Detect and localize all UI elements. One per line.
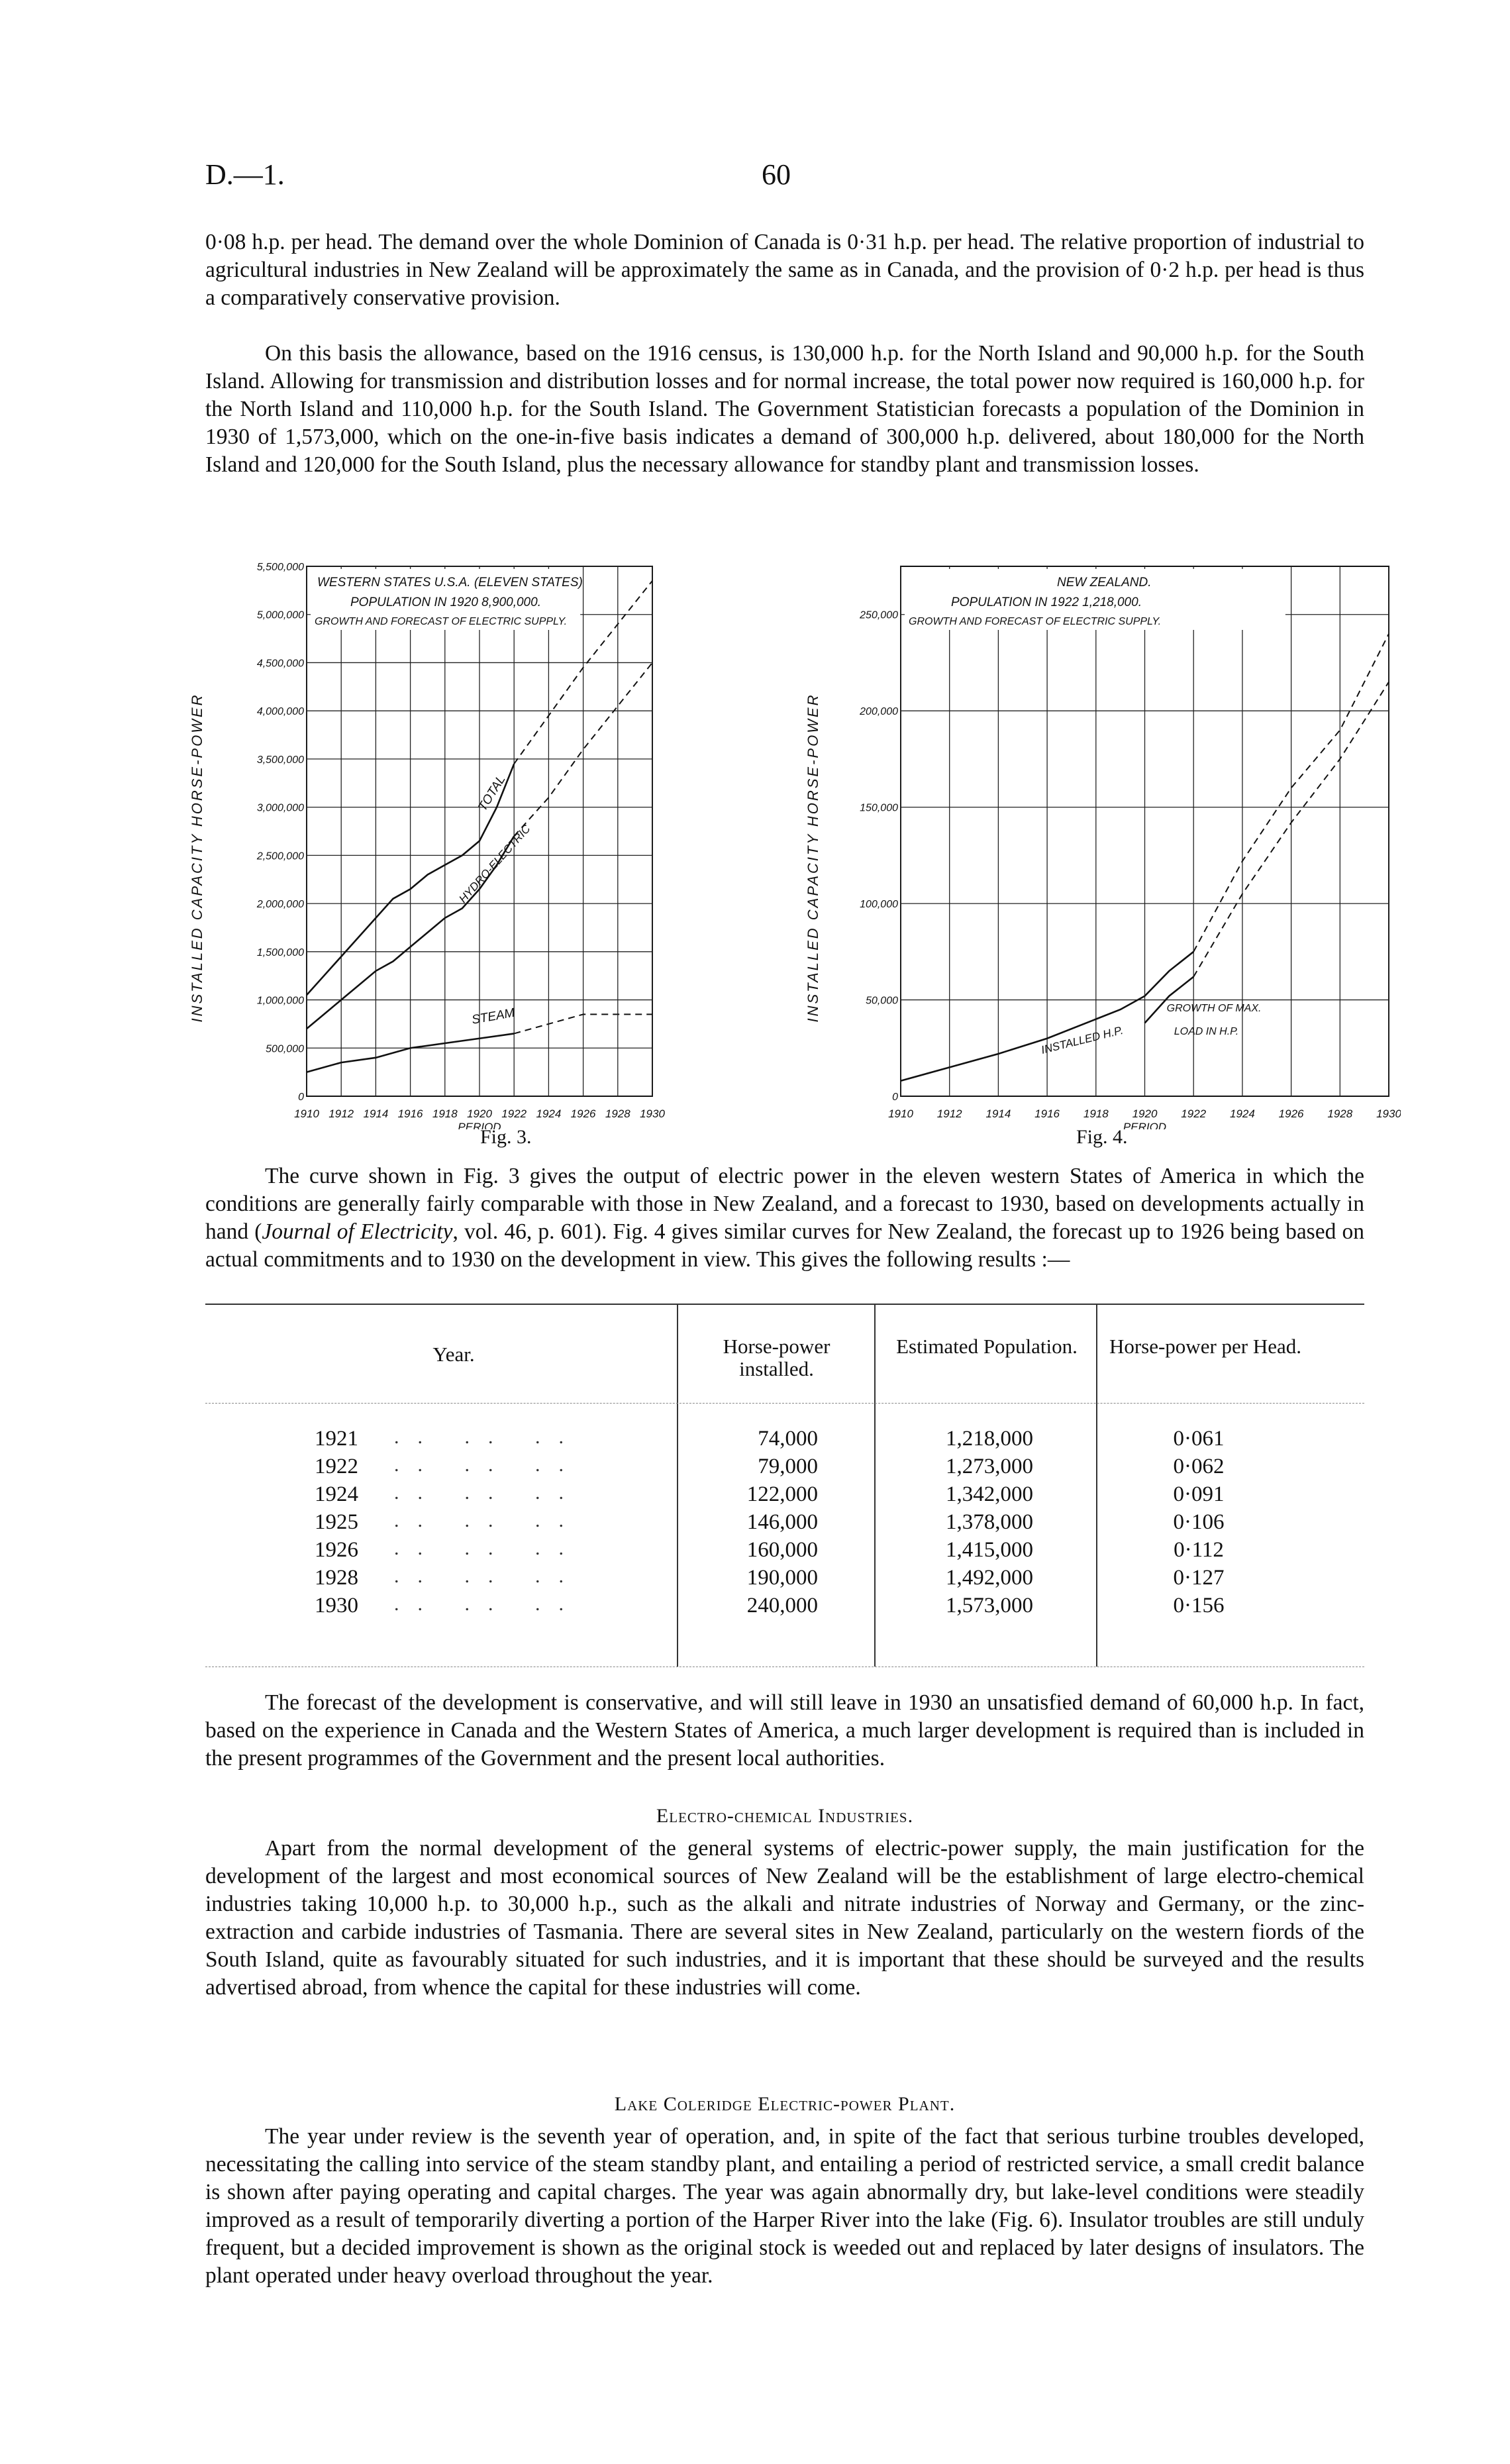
- table-divider-1: [677, 1304, 678, 1667]
- header-year: Year.: [432, 1343, 475, 1366]
- cell-hp-per-head: 0·062: [1173, 1455, 1225, 1478]
- x-tick-label: 1910: [888, 1107, 913, 1120]
- x-tick-label: 1920: [467, 1107, 492, 1120]
- figure-3: [189, 553, 785, 1129]
- chart-subtitle: POPULATION IN 1922 1,218,000.: [951, 595, 1142, 609]
- chart-title: NEW ZEALAND.: [1057, 576, 1152, 590]
- paragraph-5: Apart from the normal development of the general systems of electric-power supply, the main justification for the development of the largest and most economical sources of New Zealand will be the establishment of large electro-chemical industries taking 10,000 h.p. to 30,000 h.p., such as the alkali and nitrate industries of Norway and Germany, or the zinc-extraction and carbide industries of Tasmania. There are several sites in New Zealand, particularly on the western fiords of the South Island, quite as favourably situated for such industries, and it is important that these should be surveyed and the results advertised abroad, from whence the capital for these industries will come.: [205, 1836, 1364, 2000]
- chart-subtitle-2: GROWTH AND FORECAST OF ELECTRIC SUPPLY.: [315, 616, 568, 627]
- paragraph-2: On this basis the allowance, based on the 1916 census, is 130,000 h.p. for the North Island and 90,000 h.p. for the South Island. Allowing for transmission and distribution losses and for normal increase, the total power now required is 160,000 h.p. for the North Island and 110,000 h.p. for the South Island. The Government Statistician forecasts a population of the Dominion in 1930 of 1,573,000, which on the one-in-five basis indicates a demand of 300,000 h.p. delivered, about 180,000 for the North Island and 120,000 for the South Island, plus the necessary allowance for standby plant and transmission losses.: [205, 341, 1364, 477]
- results-table: [205, 1304, 1364, 1674]
- y-tick-label: 1,500,000: [256, 947, 304, 958]
- leader-dots: .. .. ..: [394, 1593, 582, 1615]
- paragraph-3: [205, 1162, 1364, 1274]
- series-label: TOTAL: [476, 772, 509, 814]
- chart-subtitle-2: GROWTH AND FORECAST OF ELECTRIC SUPPLY.: [909, 616, 1162, 627]
- paragraph-4: The forecast of the development is conservative, and will still leave in 1930 an unsatisfied demand of 60,000 h.p. In fact, based on the experience in Canada and the Western States of America, a much larger development is required than is included in the present programmes of the Government and the present local authorities.: [205, 1690, 1364, 1771]
- x-tick-label: 1926: [570, 1107, 596, 1120]
- x-tick-label: 1928: [1327, 1107, 1353, 1120]
- leader-dots: .. .. ..: [394, 1510, 582, 1531]
- cell-hp-installed: 74,000: [758, 1427, 818, 1451]
- fig3-chart: [189, 553, 785, 1129]
- fig3-caption: Fig. 3.: [480, 1126, 532, 1148]
- y-tick-label: 0: [892, 1092, 898, 1103]
- y-axis-label: INSTALLED CAPACITY HORSE-POWER: [805, 693, 821, 1023]
- x-tick-label: 1922: [1181, 1107, 1207, 1120]
- cell-hp-per-head: 0·106: [1173, 1510, 1225, 1534]
- series-label: HYDRO-ELECTRIC: [456, 822, 533, 905]
- y-axis-label: INSTALLED CAPACITY HORSE-POWER: [189, 693, 205, 1023]
- paragraph-3-text-b: , vol. 46, p. 601). Fig. 4 gives similar curves for New Zealand, the forecast up to 1926 being based on actual commitments and to 1930 on the development in view. This gives the following results :—: [205, 1219, 1364, 1272]
- y-tick-label: 5,000,000: [256, 609, 304, 621]
- cell-population: 1,273,000: [946, 1455, 1033, 1478]
- paragraph-3-text-a: The curve shown in Fig. 3 gives the output of electric power in the eleven western States of America in which the conditions are generally fairly comparable with those in New Zealand, and a forecast to 1930, based on developments actually in hand (: [205, 1164, 1364, 1244]
- table-top-rule: [205, 1304, 1364, 1305]
- table-divider-2: [874, 1304, 876, 1667]
- x-axis-label: PERIOD: [458, 1121, 501, 1129]
- cell-year: 1928: [315, 1566, 358, 1590]
- cell-population: 1,492,000: [946, 1566, 1033, 1590]
- cell-hp-installed: 122,000: [746, 1482, 818, 1506]
- y-tick-label: 1,000,000: [256, 995, 304, 1007]
- y-tick-label: 150,000: [860, 802, 898, 814]
- table-header-rule: [205, 1403, 1364, 1404]
- table-divider-3: [1096, 1304, 1097, 1667]
- leader-dots: .. .. ..: [394, 1482, 582, 1504]
- series-label: LOAD IN H.P.: [1174, 1025, 1239, 1037]
- journal-title: Journal of Electricity: [262, 1219, 453, 1244]
- x-axis-label: PERIOD: [1123, 1121, 1167, 1129]
- heading-electro-chemical: Electro-chemical Industries.: [656, 1805, 914, 1827]
- leader-dots: .. .. ..: [394, 1537, 582, 1559]
- y-tick-label: 5,500,000: [256, 562, 304, 573]
- header-hp-installed: Horse-power installed.: [723, 1335, 830, 1380]
- y-tick-label: 500,000: [266, 1043, 304, 1055]
- series-code: D.—1.: [205, 158, 285, 191]
- y-tick-label: 2,000,000: [256, 899, 304, 911]
- cell-hp-installed: 79,000: [758, 1455, 818, 1478]
- x-tick-label: 1914: [985, 1107, 1011, 1120]
- y-tick-label: 0: [298, 1092, 304, 1103]
- y-tick-label: 250,000: [860, 609, 898, 621]
- x-tick-label: 1914: [363, 1107, 389, 1120]
- leader-dots: .. .. ..: [394, 1426, 582, 1448]
- y-tick-label: 3,000,000: [256, 802, 304, 814]
- y-tick-label: 3,500,000: [256, 754, 304, 766]
- y-tick-label: 100,000: [860, 899, 898, 911]
- x-tick-label: 1918: [1083, 1107, 1109, 1120]
- cell-year: 1922: [315, 1455, 358, 1478]
- series-label: STEAM: [470, 1005, 516, 1027]
- x-tick-label: 1912: [328, 1107, 354, 1120]
- figure-4: [805, 553, 1401, 1129]
- chart-subtitle: POPULATION IN 1920 8,900,000.: [350, 595, 541, 609]
- x-tick-label: 1930: [640, 1107, 665, 1120]
- y-tick-label: 50,000: [866, 995, 898, 1007]
- y-tick-label: 200,000: [860, 706, 898, 718]
- cell-year: 1926: [315, 1538, 358, 1562]
- paragraph-6: The year under review is the seventh year of operation, and, in spite of the fact that serious turbine troubles developed, necessitating the calling into service of the steam standby plant, and entailing a period of restricted service, a small credit balance is shown after paying operating and capital charges. The year was again abnormally dry, but lake-level conditions were steadily improved as a result of temporarily diverting a portion of the Harper River into the lake (Fig. 6). Insulator troubles are still unduly frequent, but a decided improvement is shown as the original stock is weeded out and replaced by later designs of insulators. The plant operated under heavy overload throughout the year.: [205, 2124, 1364, 2288]
- paragraph-1: 0·08 h.p. per head. The demand over the whole Dominion of Canada is 0·31 h.p. per head. The relative proportion of industrial to agricultural industries in New Zealand will be approximately the same as in Canada, and the provision of 0·2 h.p. per head is thus a comparatively conservative provision.: [205, 230, 1364, 310]
- cell-hp-installed: 160,000: [746, 1538, 818, 1562]
- cell-year: 1924: [315, 1482, 358, 1506]
- cell-hp-installed: 240,000: [746, 1594, 818, 1617]
- cell-population: 1,342,000: [946, 1482, 1033, 1506]
- x-tick-label: 1912: [936, 1107, 962, 1120]
- page-number: 60: [762, 158, 791, 191]
- y-tick-label: 2,500,000: [256, 850, 304, 862]
- fig4-chart: [805, 553, 1401, 1129]
- series-label: INSTALLED H.P.: [1040, 1023, 1125, 1056]
- cell-hp-installed: 190,000: [746, 1566, 818, 1590]
- y-tick-label: 4,000,000: [256, 706, 304, 718]
- x-tick-label: 1924: [536, 1107, 562, 1120]
- cell-year: 1930: [315, 1594, 358, 1617]
- cell-hp-per-head: 0·127: [1173, 1566, 1225, 1590]
- x-tick-label: 1924: [1229, 1107, 1255, 1120]
- cell-year: 1921: [315, 1427, 358, 1451]
- cell-population: 1,573,000: [946, 1594, 1033, 1617]
- cell-hp-installed: 146,000: [746, 1510, 818, 1534]
- x-tick-label: 1926: [1278, 1107, 1304, 1120]
- header-hp-per-head: Horse-power per Head.: [1109, 1335, 1302, 1358]
- cell-population: 1,378,000: [946, 1510, 1033, 1534]
- heading-lake-coleridge: Lake Coleridge Electric-power Plant.: [614, 2093, 956, 2115]
- fig4-caption: Fig. 4.: [1076, 1126, 1128, 1148]
- x-tick-label: 1922: [501, 1107, 527, 1120]
- x-tick-label: 1910: [294, 1107, 319, 1120]
- x-tick-label: 1930: [1376, 1107, 1401, 1120]
- x-tick-label: 1916: [1034, 1107, 1060, 1120]
- x-tick-label: 1916: [397, 1107, 423, 1120]
- chart-title: WESTERN STATES U.S.A. (ELEVEN STATES): [317, 576, 583, 590]
- leader-dots: .. .. ..: [394, 1565, 582, 1587]
- y-tick-label: 4,500,000: [256, 658, 304, 670]
- x-tick-label: 1920: [1132, 1107, 1158, 1120]
- cell-hp-per-head: 0·112: [1174, 1538, 1224, 1562]
- header-population: Estimated Population.: [896, 1335, 1078, 1358]
- cell-hp-per-head: 0·091: [1173, 1482, 1225, 1506]
- x-tick-label: 1928: [605, 1107, 630, 1120]
- series-label: GROWTH OF MAX.: [1166, 1003, 1262, 1014]
- x-tick-label: 1918: [432, 1107, 458, 1120]
- cell-year: 1925: [315, 1510, 358, 1534]
- cell-population: 1,415,000: [946, 1538, 1033, 1562]
- cell-population: 1,218,000: [946, 1427, 1033, 1451]
- leader-dots: .. .. ..: [394, 1454, 582, 1476]
- cell-hp-per-head: 0·156: [1173, 1594, 1225, 1617]
- cell-hp-per-head: 0·061: [1173, 1427, 1225, 1451]
